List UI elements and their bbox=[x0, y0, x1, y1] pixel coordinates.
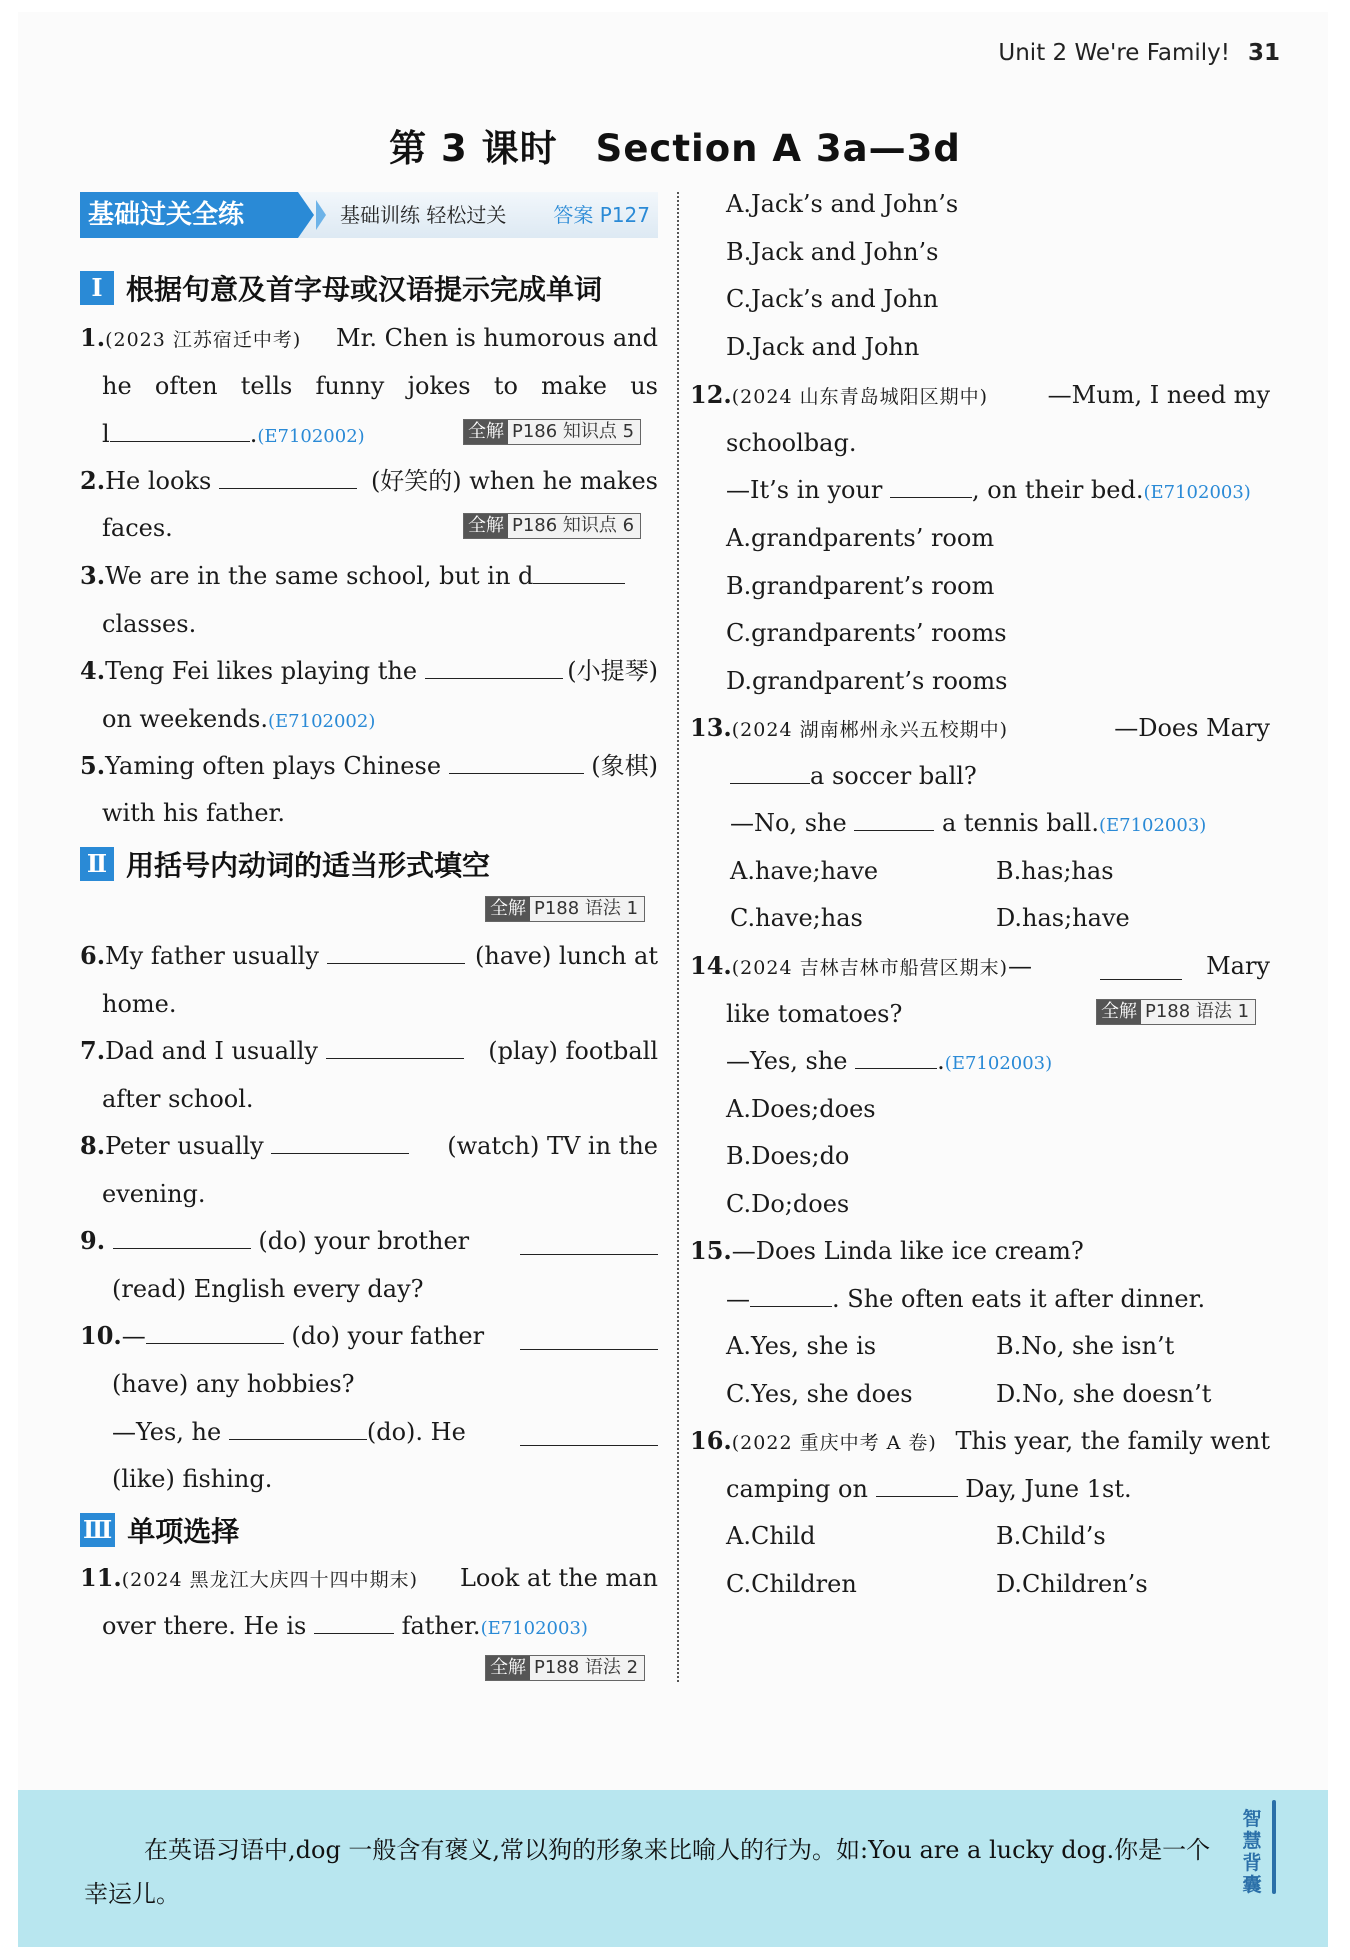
question-text: (watch) TV in the bbox=[447, 1132, 658, 1160]
question-text: , on their bed. bbox=[972, 476, 1144, 504]
question-14-line-2: like tomatoes? bbox=[726, 1000, 903, 1028]
answer-blank[interactable] bbox=[449, 750, 584, 774]
tip-text bbox=[84, 1828, 1214, 1916]
question-text: This year, the family went bbox=[955, 1427, 1270, 1455]
question-8-line-2: evening. bbox=[102, 1180, 206, 1208]
lesson-title-part2: Section A 3a—3d bbox=[595, 127, 961, 170]
section-heading-2 bbox=[80, 844, 490, 884]
question-4-line-1 bbox=[80, 655, 658, 687]
question-text: Mary bbox=[1206, 952, 1270, 980]
answer-blank[interactable] bbox=[229, 1416, 367, 1440]
answer-blank[interactable] bbox=[730, 760, 810, 784]
option-b[interactable]: B.has;has bbox=[996, 857, 1114, 885]
answer-blank[interactable] bbox=[855, 1045, 937, 1069]
question-number: 6. bbox=[80, 941, 106, 970]
tip-box bbox=[18, 1790, 1328, 1947]
question-source: (2022 重庆中考 A 卷) bbox=[731, 1432, 937, 1454]
question-text: We are in the same school, but in d bbox=[105, 562, 534, 590]
question-text: over there. He is bbox=[102, 1612, 307, 1640]
question-text: — bbox=[121, 1322, 146, 1350]
reference-tag bbox=[485, 896, 645, 922]
question-text: Teng Fei likes playing the bbox=[105, 657, 418, 685]
running-title: Unit 2 We're Family! bbox=[998, 40, 1230, 66]
section-heading-1 bbox=[80, 268, 602, 308]
reference-tag bbox=[463, 513, 641, 539]
question-text: Yaming often plays Chinese bbox=[105, 752, 442, 780]
answer-blank[interactable] bbox=[326, 1035, 464, 1059]
question-11-line-1 bbox=[80, 1562, 658, 1596]
question-code: (E7102003) bbox=[944, 1053, 1053, 1074]
question-text: (do) your father bbox=[291, 1322, 485, 1350]
question-text: —It’s in your bbox=[726, 476, 883, 504]
question-code: (E7102002) bbox=[268, 711, 376, 732]
reference-tag bbox=[463, 419, 641, 445]
option-b[interactable]: B.Does;do bbox=[726, 1142, 850, 1170]
option-a[interactable]: A.Child bbox=[726, 1522, 816, 1550]
reference-text: P186 知识点 5 bbox=[512, 421, 635, 442]
question-text: He looks bbox=[105, 467, 212, 495]
option-a[interactable]: A.Jack’s and John’s bbox=[726, 190, 959, 218]
question-text: —Yes, she bbox=[726, 1047, 848, 1075]
answer-blank[interactable] bbox=[876, 1473, 958, 1497]
question-9-line-1 bbox=[80, 1225, 658, 1257]
question-13-line-1 bbox=[690, 712, 1270, 746]
option-d[interactable]: D.No, she doesn’t bbox=[996, 1380, 1212, 1408]
question-text: (好笑的) when he makes bbox=[370, 467, 658, 495]
banner-main-label: 基础过关全练 bbox=[80, 192, 298, 238]
question-text: —Mum, I need my bbox=[1047, 381, 1270, 409]
answer-blank[interactable] bbox=[110, 418, 250, 442]
reference-label: 全解 bbox=[1097, 1000, 1141, 1024]
question-text: . She often eats it after dinner. bbox=[832, 1285, 1206, 1313]
reference-text: P188 语法 1 bbox=[1145, 1001, 1250, 1022]
question-number: 13. bbox=[690, 713, 732, 742]
answer-blank[interactable] bbox=[271, 1130, 409, 1154]
reference-tag bbox=[485, 1655, 645, 1681]
option-d[interactable]: D.has;have bbox=[996, 904, 1130, 932]
question-12-line-1 bbox=[690, 379, 1270, 413]
tip-box-label: 智慧背囊 bbox=[1242, 1808, 1262, 1896]
question-12-line-2: schoolbag. bbox=[726, 429, 857, 457]
option-c[interactable]: C.Jack’s and John bbox=[726, 285, 939, 313]
question-code: (E7102003) bbox=[480, 1618, 588, 1639]
question-10-line-4: (like) fishing. bbox=[112, 1465, 273, 1493]
section-title: 根据句意及首字母或汉语提示完成单词 bbox=[126, 273, 603, 306]
reference-label: 全解 bbox=[464, 514, 508, 538]
question-text: on weekends. bbox=[102, 705, 268, 733]
exercise-banner bbox=[80, 192, 658, 238]
question-text: — bbox=[1008, 952, 1032, 980]
question-code: (E7102003) bbox=[1098, 815, 1207, 836]
answer-blank[interactable] bbox=[314, 1610, 394, 1634]
question-15-line-2 bbox=[726, 1283, 1205, 1315]
question-text: (do). He bbox=[366, 1418, 466, 1446]
question-number: 2. bbox=[80, 466, 106, 495]
question-16-line-1 bbox=[690, 1425, 1270, 1459]
question-text: (play) football bbox=[488, 1037, 658, 1065]
banner-sub-label: 基础训练 轻松过关 bbox=[340, 203, 507, 227]
section-number: Ⅲ bbox=[80, 1513, 115, 1547]
question-9-line-2: (read) English every day? bbox=[112, 1275, 424, 1303]
question-number: 10. bbox=[80, 1321, 122, 1350]
question-10-line-2: (have) any hobbies? bbox=[112, 1370, 355, 1398]
option-d[interactable]: D.Jack and John bbox=[726, 333, 920, 361]
question-number: 16. bbox=[690, 1426, 732, 1455]
option-b[interactable]: B.Child’s bbox=[996, 1522, 1106, 1550]
question-number: 14. bbox=[690, 951, 732, 980]
question-14-line-3 bbox=[726, 1045, 1052, 1080]
question-text: camping on bbox=[726, 1475, 868, 1503]
question-12-line-3 bbox=[726, 474, 1251, 509]
question-number: 11. bbox=[80, 1563, 122, 1592]
answer-blank[interactable] bbox=[425, 655, 563, 679]
option-b[interactable]: B.Jack and John’s bbox=[726, 238, 939, 266]
question-3-line-1 bbox=[80, 560, 658, 592]
reference-label: 全解 bbox=[486, 897, 530, 921]
answer-blank[interactable] bbox=[1100, 956, 1182, 980]
section-title: 用括号内动词的适当形式填空 bbox=[126, 849, 491, 882]
running-header bbox=[998, 40, 1280, 66]
question-number: 9. bbox=[80, 1226, 106, 1255]
reference-text: P188 语法 2 bbox=[534, 1657, 639, 1678]
option-c[interactable]: C.Do;does bbox=[726, 1190, 850, 1218]
answer-blank[interactable] bbox=[890, 474, 972, 498]
question-code: (E7102002) bbox=[257, 426, 365, 447]
option-a[interactable]: A.Does;does bbox=[726, 1095, 876, 1123]
question-source: (2024 湖南郴州永兴五校期中) bbox=[731, 719, 1008, 741]
question-14-line-1 bbox=[690, 950, 1270, 984]
question-text: —No, she bbox=[730, 809, 847, 837]
option-d[interactable]: D.grandparent’s rooms bbox=[726, 667, 1008, 695]
question-text: (小提琴) bbox=[567, 657, 658, 685]
question-13-line-3 bbox=[730, 807, 1206, 842]
tip-box-bar bbox=[1272, 1800, 1276, 1894]
question-code: (E7102003) bbox=[1143, 482, 1251, 503]
question-number: 8. bbox=[80, 1131, 106, 1160]
question-source: (2024 黑龙江大庆四十四中期末) bbox=[121, 1569, 418, 1591]
answer-blank[interactable] bbox=[854, 807, 934, 831]
question-number: 4. bbox=[80, 656, 106, 685]
question-source: (2023 江苏宿迁中考) bbox=[105, 329, 302, 351]
question-11-line-2 bbox=[102, 1610, 588, 1645]
question-2-line-1 bbox=[80, 465, 658, 497]
section-number: Ⅱ bbox=[80, 847, 114, 881]
section-heading-3 bbox=[80, 1510, 239, 1550]
reference-tag bbox=[1096, 999, 1256, 1025]
question-number: 3. bbox=[80, 561, 106, 590]
answer-blank[interactable] bbox=[219, 465, 357, 489]
question-text: Look at the man bbox=[459, 1564, 658, 1592]
question-source: (2024 山东青岛城阳区期中) bbox=[731, 386, 988, 408]
option-d[interactable]: D.Children’s bbox=[996, 1570, 1148, 1598]
page-number: 31 bbox=[1247, 40, 1280, 66]
option-a[interactable]: A.grandparents’ room bbox=[726, 524, 995, 552]
option-c[interactable]: C.Yes, she does bbox=[726, 1380, 913, 1408]
answer-blank[interactable] bbox=[113, 1225, 251, 1249]
question-number: 1. bbox=[80, 323, 106, 352]
question-4-line-2 bbox=[102, 703, 375, 738]
option-a[interactable]: A.Yes, she is bbox=[726, 1332, 877, 1360]
reference-text: P188 语法 1 bbox=[534, 898, 639, 919]
question-1-line-2: he often tells funny jokes to make us bbox=[102, 372, 658, 400]
banner-arrow-icon-small bbox=[316, 200, 326, 230]
answer-blank[interactable] bbox=[327, 940, 465, 964]
question-2-line-2: faces. bbox=[102, 514, 173, 542]
question-7-line-1 bbox=[80, 1035, 658, 1067]
reference-label: 全解 bbox=[486, 1656, 530, 1680]
question-text: Peter usually bbox=[105, 1132, 264, 1160]
banner-arrow-icon bbox=[298, 192, 314, 238]
question-10-line-1 bbox=[80, 1320, 658, 1352]
answer-blank[interactable] bbox=[520, 1231, 658, 1255]
question-number: 7. bbox=[80, 1036, 106, 1065]
option-c[interactable]: C.grandparents’ rooms bbox=[726, 619, 1007, 647]
option-c[interactable]: C.have;has bbox=[730, 904, 863, 932]
question-source: (2024 吉林吉林市船营区期末) bbox=[731, 957, 1008, 979]
answer-blank[interactable] bbox=[520, 1326, 658, 1350]
question-text: a tennis ball. bbox=[941, 809, 1099, 837]
question-number: 5. bbox=[80, 751, 106, 780]
section-title: 单项选择 bbox=[127, 1515, 240, 1548]
question-1-line-1 bbox=[80, 322, 658, 356]
question-3-line-2: classes. bbox=[102, 610, 197, 638]
reference-label: 全解 bbox=[464, 420, 508, 444]
question-15-line-1 bbox=[690, 1235, 1084, 1267]
answer-page-link[interactable]: 答案 P127 bbox=[553, 203, 650, 227]
question-6-line-1 bbox=[80, 940, 658, 972]
question-5-line-1 bbox=[80, 750, 658, 782]
question-text: . bbox=[249, 420, 258, 448]
question-1-line-3 bbox=[102, 418, 365, 453]
question-text: My father usually bbox=[105, 942, 319, 970]
answer-blank[interactable] bbox=[750, 1283, 832, 1307]
question-text: father. bbox=[401, 1612, 481, 1640]
question-text: Dad and I usually bbox=[105, 1037, 318, 1065]
option-b[interactable]: B.grandparent’s room bbox=[726, 572, 995, 600]
answer-blank[interactable] bbox=[533, 560, 625, 584]
lesson-title-part1: 第 3 课时 bbox=[389, 127, 558, 170]
tip-text-content: 在英语习语中,dog 一般含有褒义,常以狗的形象来比喻人的行为。如:You are a lucky dog.你是一个幸运儿。 bbox=[84, 1836, 1211, 1908]
question-text: (have) lunch at bbox=[475, 942, 658, 970]
lesson-title bbox=[0, 118, 1350, 172]
question-text: —Does Mary bbox=[1114, 714, 1270, 742]
question-number: 15. bbox=[690, 1236, 732, 1265]
option-c[interactable]: C.Children bbox=[726, 1570, 857, 1598]
question-16-line-2 bbox=[726, 1473, 1132, 1505]
question-10-line-3 bbox=[112, 1416, 658, 1448]
section-number: Ⅰ bbox=[80, 271, 114, 305]
question-text: (象棋) bbox=[591, 752, 658, 780]
option-a[interactable]: A.have;have bbox=[730, 857, 879, 885]
question-6-line-2: home. bbox=[102, 990, 177, 1018]
answer-blank[interactable] bbox=[146, 1320, 284, 1344]
question-text: — bbox=[726, 1285, 750, 1313]
question-13-line-2 bbox=[730, 760, 977, 792]
question-text: —Yes, he bbox=[112, 1418, 222, 1446]
column-divider bbox=[677, 192, 679, 1682]
question-5-line-2: with his father. bbox=[102, 799, 285, 827]
option-b[interactable]: B.No, she isn’t bbox=[996, 1332, 1175, 1360]
question-text: Mr. Chen is humorous and bbox=[336, 324, 658, 352]
answer-blank[interactable] bbox=[520, 1422, 658, 1446]
question-text: a soccer ball? bbox=[810, 762, 977, 790]
question-7-line-2: after school. bbox=[102, 1085, 254, 1113]
question-text: (do) your brother bbox=[258, 1227, 470, 1255]
question-text: . bbox=[937, 1047, 945, 1075]
question-text: l bbox=[102, 420, 110, 448]
question-number: 12. bbox=[690, 380, 732, 409]
question-8-line-1 bbox=[80, 1130, 658, 1162]
question-text: —Does Linda like ice cream? bbox=[731, 1237, 1084, 1265]
question-text: Day, June 1st. bbox=[965, 1475, 1132, 1503]
reference-text: P186 知识点 6 bbox=[512, 515, 635, 536]
